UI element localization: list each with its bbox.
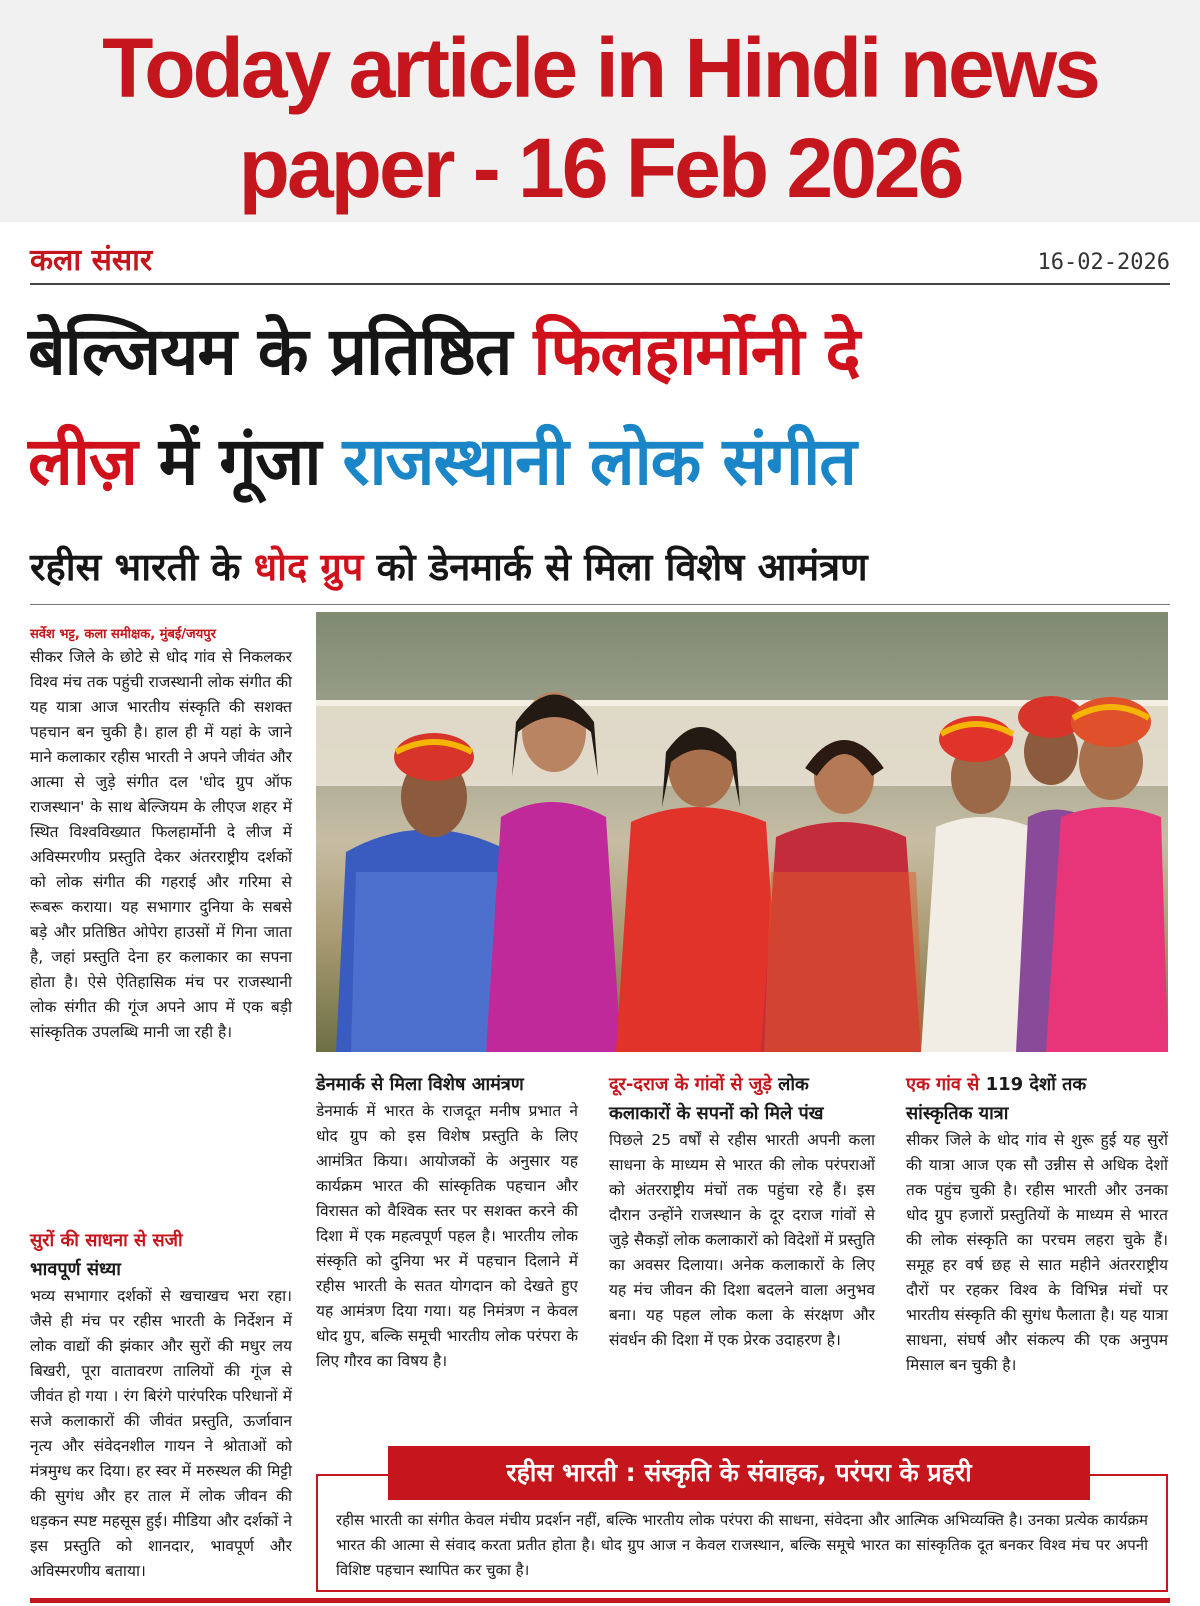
article-column-1	[30, 1226, 292, 1584]
performer-4	[761, 740, 924, 1052]
headline-segment-highlight: लीज़	[28, 423, 137, 500]
headline-line-2	[28, 416, 1178, 508]
column-heading-segment: 119 देशों तक	[979, 1074, 1087, 1095]
feature-box-text: रहीस भारती का संगीत केवल मंचीय प्रदर्शन नहीं, बल्कि भारतीय लोक परंपरा की साधना, संवेदना और आत्मिक अभिव्यक्ति है। उनका प्रत्येक कार्यक्रम भारत की आत्मा से संवाद करता प्रतीत होता है। धोद ग्रुप आज न केवल राजस्थान, बल्कि समूचे भारत का सांस्कृतिक दूत बनकर विश्व मंच पर अपनी विशिष्ट पहचान स्थापित कर चुका है।	[336, 1511, 1148, 1579]
column-heading: सांस्कृतिक यात्रा	[906, 1103, 1009, 1124]
performers-illustration	[316, 612, 1168, 1052]
column-heading: भावपूर्ण संध्या	[30, 1259, 121, 1280]
subheadline-segment-highlight: धोद ग्रुप	[253, 545, 364, 589]
intro-paragraph: सीकर जिले के छोटे से धोद गांव से निकलकर विश्व मंच तक पहुंची राजस्थानी लोक संगीत की यह यात्रा आज भारतीय संस्कृति की सशक्त पहचान बन चुकी है। हाल ही में यहां के जाने माने कलाकार रहीस भारती ने अपने जीवंत और आत्मा से जुड़े संगीत दल 'धोद ग्रुप ऑफ राजस्थान' के साथ बेल्जियम के लीएज शहर में स्थित विश्वविख्यात फिलहार्मोनी दे लीज में अविस्मरणीय प्रस्तुति देकर अंतरराष्ट्रीय दर्शकों को लोक संगीत की गहराई और गरिमा से रूबरू कराया। यह सभागार दुनिया के सबसे बड़े और प्रतिष्ठित ओपेरा हाउसों में गिना जाता है, जहां प्रस्तुति देना हर कलाकार का सपना होता है। ऐसे ऐतिहासिक मंच पर राजस्थानी लोक संगीत की गूंज अपने आप में एक बड़ी सांस्कृतिक उपलब्धि मानी जा रही है।	[30, 648, 292, 1041]
footer-rule	[30, 1598, 1170, 1603]
column-heading	[609, 1070, 875, 1099]
column-heading: डेनमार्क से मिला विशेष आमंत्रण	[316, 1074, 524, 1095]
article-column-2	[316, 1070, 578, 1374]
article-intro-column	[30, 645, 292, 1045]
column-heading	[906, 1070, 1168, 1099]
headline-segment-highlight: फिलहार्मोनी दे	[533, 313, 860, 390]
headline-segment: बेल्जियम के प्रतिष्ठित	[28, 313, 534, 390]
column-heading-red: एक गांव से	[906, 1074, 980, 1095]
banner-title-line-1: Today article in Hindi news	[102, 21, 1098, 115]
feature-box-heading: रहीस भारती : संस्कृति के संवाहक, परंपरा के प्रहरी	[388, 1446, 1090, 1500]
publication-date: 16-02-2026	[1037, 250, 1170, 275]
subheadline-rule	[30, 604, 1170, 605]
title-banner	[0, 0, 1200, 222]
section-tag: कला संसार	[30, 243, 153, 278]
subheadline-segment: रहीस भारती के	[30, 545, 254, 589]
subheadline	[30, 540, 1180, 594]
headline-line-1	[28, 306, 1178, 398]
group-photo	[316, 612, 1168, 1052]
header-rule	[30, 283, 1170, 285]
banner-title-line-2: paper - 16 Feb 2026	[238, 121, 962, 215]
article-column-4	[906, 1070, 1168, 1378]
subheadline-segment: को डेनमार्क से मिला विशेष आमंत्रण	[363, 545, 868, 589]
performer-2	[486, 692, 621, 1052]
byline: सर्वेश भट्ट, कला समीक्षक, मुंबई/जयपुर	[30, 627, 216, 642]
column-paragraph: सीकर जिले के धोद गांव से शुरू हुई यह सुरों की यात्रा आज एक सौ उन्नीस से अधिक देशों तक पहुंच चुकी है। रहीस भारती और उनका धोद ग्रुप हजारों प्रस्तुतियों के माध्यम से भारत की लोक संस्कृति का परचम लहरा चुके हैं। समूह हर वर्ष छह से सात महीने अंतरराष्ट्रीय दौरों पर रहकर विश्व के विभिन्न मंचों पर भारतीय संस्कृति की सुगंध फैलाता है। यह यात्रा साधना, संघर्ष और संकल्प की एक अनुपम मिसाल बन चुकी है।	[906, 1131, 1168, 1374]
column-paragraph: पिछले 25 वर्षों से रहीस भारती अपनी कला साधना के माध्यम से भारत की लोक परंपराओं को अंतरराष्ट्रीय मंचों तक पहुंचा रहे हैं। इस दौरान उन्होंने राजस्थान के दूर दराज गांवों से जुड़े सैकड़ों लोक कलाकारों को विदेशों में प्रस्तुति का अवसर दिलाया। अनेक कलाकारों के लिए यह मंच जीवन की दिशा बदलने वाला अनुभव बना। यह पहल लोक कला के संरक्षण और संवर्धन की दिशा में एक प्रेरक उदाहरण है।	[609, 1131, 875, 1349]
column-paragraph: डेनमार्क में भारत के राजदूत मनीष प्रभात ने धोद ग्रुप को इस विशेष प्रस्तुति के लिए आमंत्रित किया। आयोजकों के अनुसार यह कार्यक्रम भारत की सांस्कृतिक पहचान और विरासत को वैश्विक स्तर पर सशक्त करने की दिशा में एक महत्वपूर्ण पहल है। भारतीय लोक संस्कृति को दुनिया भर में पहचान दिलाने में रहीस भारती के सतत योगदान को देखते हुए यह आमंत्रण दिया गया। यह निमंत्रण न केवल धोद ग्रुप, बल्कि समूची भारतीय लोक परंपरा के लिए गौरव का विषय है।	[316, 1102, 578, 1370]
column-heading-segment: लोक	[771, 1074, 809, 1095]
column-heading-red: सुरों की साधना से सजी	[30, 1230, 183, 1251]
headline-segment: में गूंजा	[136, 423, 343, 500]
column-paragraph: भव्य सभागार दर्शकों से खचाखच भरा रहा। जैसे ही मंच पर रहीस भारती के निर्देशन में लोक वाद्यों की झंकार और सुरों की मधुर लय बिखरी, पूरा वातावरण तालियों की गूंज से जीवंत हो गया । रंग बिरंगे पारंपरिक परिधानों में सजे कलाकारों की जीवंत प्रस्तुति, ऊर्जावान नृत्य और संवेदनशील गायन ने श्रोताओं को मंत्रमुग्ध कर दिया। हर स्वर में मरुस्थल की मिट्टी की सुगंध और हर ताल में लोक जीवन की धड़कन स्पष्ट महसूस हुई। मीडिया और दर्शकों ने इस प्रस्तुति को शानदार, भावपूर्ण और अविस्मरणीय बताया।	[30, 1287, 292, 1580]
column-heading: कलाकारों के सपनों को मिले पंख	[609, 1103, 824, 1124]
performer-3	[616, 727, 781, 1052]
article-column-3	[609, 1070, 875, 1353]
column-heading-red: दूर-दराज के गांवों से जुड़े	[609, 1074, 772, 1095]
headline-segment-blue: राजस्थानी लोक संगीत	[342, 423, 856, 500]
